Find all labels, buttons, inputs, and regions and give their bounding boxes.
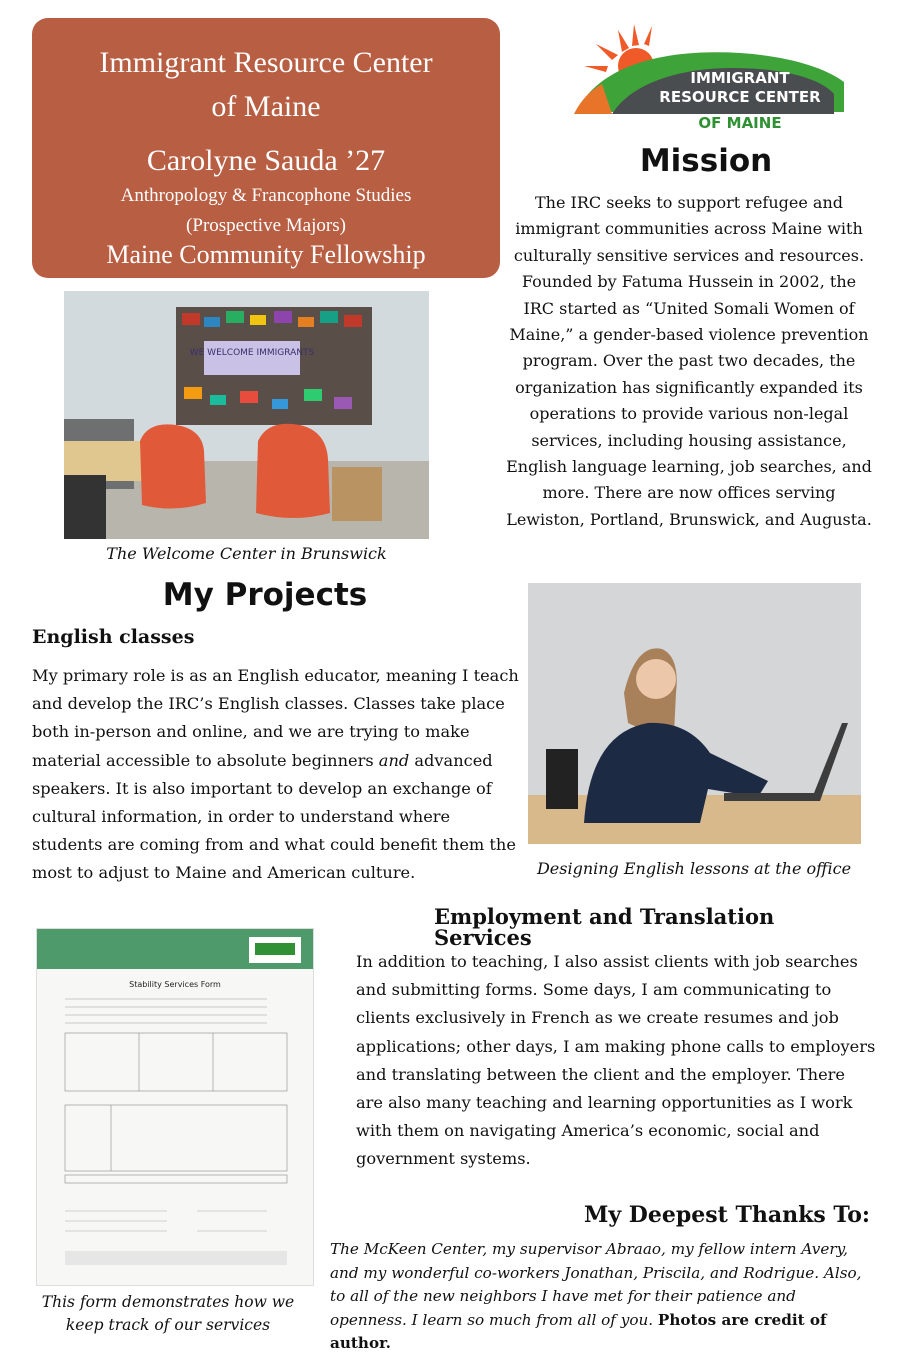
- author-name: Carolyne Sauda ’27: [146, 144, 386, 177]
- office-photo: [528, 583, 861, 844]
- office-caption: Designing English lessons at the office: [536, 859, 852, 878]
- stability-form-caption: This form demonstrates how we keep track of our services: [41, 1293, 295, 1334]
- stability-form-image: [37, 929, 313, 1285]
- office-image: [528, 583, 861, 844]
- welcome-center-caption: The Welcome Center in Brunswick: [106, 544, 387, 563]
- mission-text: The IRC seeks to support refugee and immigrant communities across Maine with culturally sensitive services and resources. Founded by Fatuma Hussein in 2002, the IRC started as “United Somali Women of Maine,” a gender-based violence prevention program. Over the past two decades, the organization has significantly expanded its operations to provide various non-legal services, including housing assistance, English language learning, job searches, and more. There are now offices serving Lewiston, Portland, Brunswick, and Augusta.: [506, 193, 872, 529]
- logo-text-line3: OF MAINE: [698, 114, 782, 132]
- majors: Anthropology & Francophone Studies: [120, 185, 412, 206]
- photo-credit: Photos are credit of author.: [330, 1310, 827, 1352]
- form-title: Stability Services Form: [129, 980, 221, 989]
- majors-note: (Prospective Majors): [186, 215, 346, 236]
- mission-heading: Mission: [639, 143, 773, 179]
- logo-text-line1: IMMIGRANT: [690, 69, 790, 87]
- english-classes-heading: English classes: [32, 626, 195, 648]
- welcome-center-image: [64, 291, 429, 539]
- irc-logo: [572, 22, 848, 134]
- thanks-body: The McKeen Center, my supervisor Abraao, my fellow intern Avery, and my wonderful co-workers Jonathan, Priscila, and Rodrigue. Also, to all of the new neighbors I have met for their patience and openness. I learn so much from all of you.: [330, 1240, 862, 1329]
- thanks-heading: My Deepest Thanks To:: [584, 1202, 870, 1228]
- employment-heading: Employment and Translation Services: [434, 904, 775, 950]
- title-box: [32, 18, 500, 278]
- english-text-emphasis: and: [378, 750, 410, 770]
- projects-heading: My Projects: [162, 577, 368, 613]
- organization-name-line2: of Maine: [211, 90, 321, 123]
- tapestry-banner-text: WE WELCOME IMMIGRANTS: [189, 348, 315, 358]
- organization-name-line1: Immigrant Resource Center: [99, 46, 433, 79]
- english-text-part1: My primary role is as an English educator, meaning I teach and develop the IRC’s English classes. Classes take place both in-person and online, and we are trying to make material accessible to absolute beginners: [32, 666, 519, 770]
- welcome-center-photo: [64, 291, 429, 539]
- stability-form-photo: [36, 928, 314, 1286]
- english-text-part2: advanced speakers. It is also important to develop an exchange of cultural information, in order to understand where students are coming from and what could benefit them the most to adjust to Maine and American culture.: [32, 750, 516, 883]
- logo-text-line2: RESOURCE CENTER: [659, 88, 821, 106]
- english-classes-text: [32, 662, 522, 888]
- fellowship-name: Maine Community Fellowship: [106, 240, 426, 269]
- employment-text: In addition to teaching, I also assist clients with job searches and submitting forms. Some days, I am communicating to clients exclusively in French as we create resumes and job applications; other days, I am making phone calls to employers and translating between the client and the employer. There are also many teaching and learning opportunities as I work with them on navigating America’s economic, social and government systems.: [356, 952, 876, 1169]
- thanks-text: [330, 1238, 875, 1356]
